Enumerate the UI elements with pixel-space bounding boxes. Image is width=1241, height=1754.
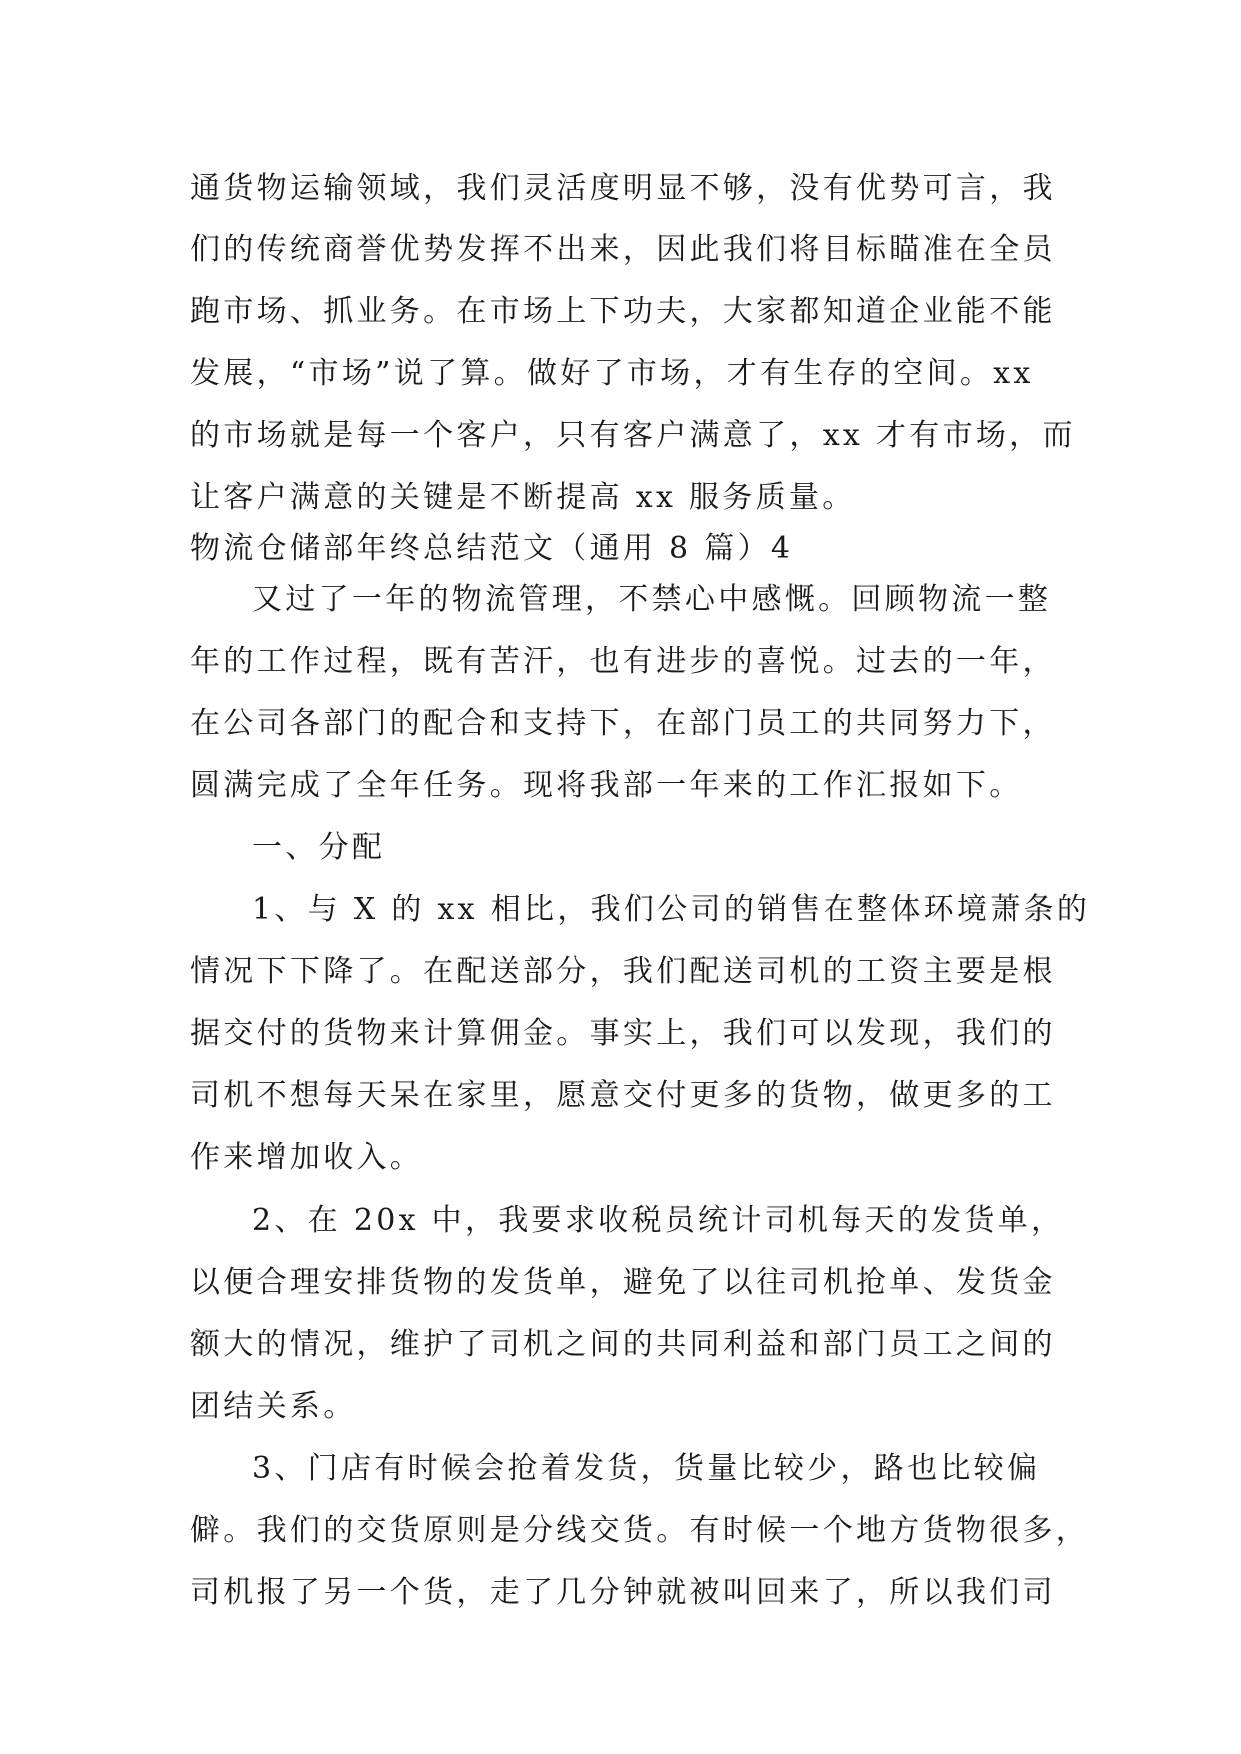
body-text-line: 发展，“市场”说了算。做好了市场，才有生存的空间。xx xyxy=(190,356,1034,391)
section-heading: 物流仓储部年终总结范文（通用 8 篇）4 xyxy=(190,531,794,566)
body-text-line: 们的传统商誉优势发挥不出来，因此我们将目标瞄准在全员 xyxy=(190,232,1056,267)
body-text-line: 作来增加收入。 xyxy=(190,1140,424,1175)
body-text-line: 在公司各部门的配合和支持下，在部门员工的共同努力下， xyxy=(190,706,1056,741)
body-text-line: 以便合理安排货物的发货单，避免了以往司机抢单、发货金 xyxy=(190,1265,1056,1300)
body-text-line: 1、与 X 的 xx 相比，我们公司的销售在整体环境萧条的 xyxy=(252,892,1091,927)
body-text-line: 额大的情况，维护了司机之间的共同利益和部门员工之间的 xyxy=(190,1327,1056,1362)
subheading: 一、分配 xyxy=(252,830,386,865)
body-text-line: 又过了一年的物流管理，不禁心中感慨。回顾物流一整 xyxy=(252,582,1052,617)
body-text-line: 据交付的货物来计算佣金。事实上，我们可以发现，我们的 xyxy=(190,1016,1056,1051)
body-text-line: 的市场就是每一个客户，只有客户满意了，xx 才有市场，而 xyxy=(190,418,1076,453)
body-text-line: 团结关系。 xyxy=(190,1389,357,1424)
body-text-line: 司机报了另一个货，走了几分钟就被叫回来了，所以我们司 xyxy=(190,1575,1056,1610)
body-text-line: 情况下下降了。在配送部分，我们配送司机的工资主要是根 xyxy=(190,954,1056,989)
body-text-line: 年的工作过程，既有苦汗，也有进步的喜悦。过去的一年， xyxy=(190,644,1056,679)
body-text-line: 圆满完成了全年任务。现将我部一年来的工作汇报如下。 xyxy=(190,768,1023,803)
body-text-line: 2、在 20x 中，我要求收税员统计司机每天的发货单， xyxy=(252,1203,1065,1238)
body-text-line: 3、门店有时候会抢着发货，货量比较少，路也比较偏 xyxy=(252,1451,1041,1486)
body-text-line: 跑市场、抓业务。在市场上下功夫，大家都知道企业能不能 xyxy=(190,294,1056,329)
body-text-line: 司机不想每天呆在家里，愿意交付更多的货物，做更多的工 xyxy=(190,1078,1056,1113)
body-text-line: 让客户满意的关键是不断提高 xx 服务质量。 xyxy=(190,480,856,515)
body-text-line: 僻。我们的交货原则是分线交货。有时候一个地方货物很多， xyxy=(190,1513,1090,1548)
body-text-line: 通货物运输领域，我们灵活度明显不够，没有优势可言，我 xyxy=(190,171,1056,206)
